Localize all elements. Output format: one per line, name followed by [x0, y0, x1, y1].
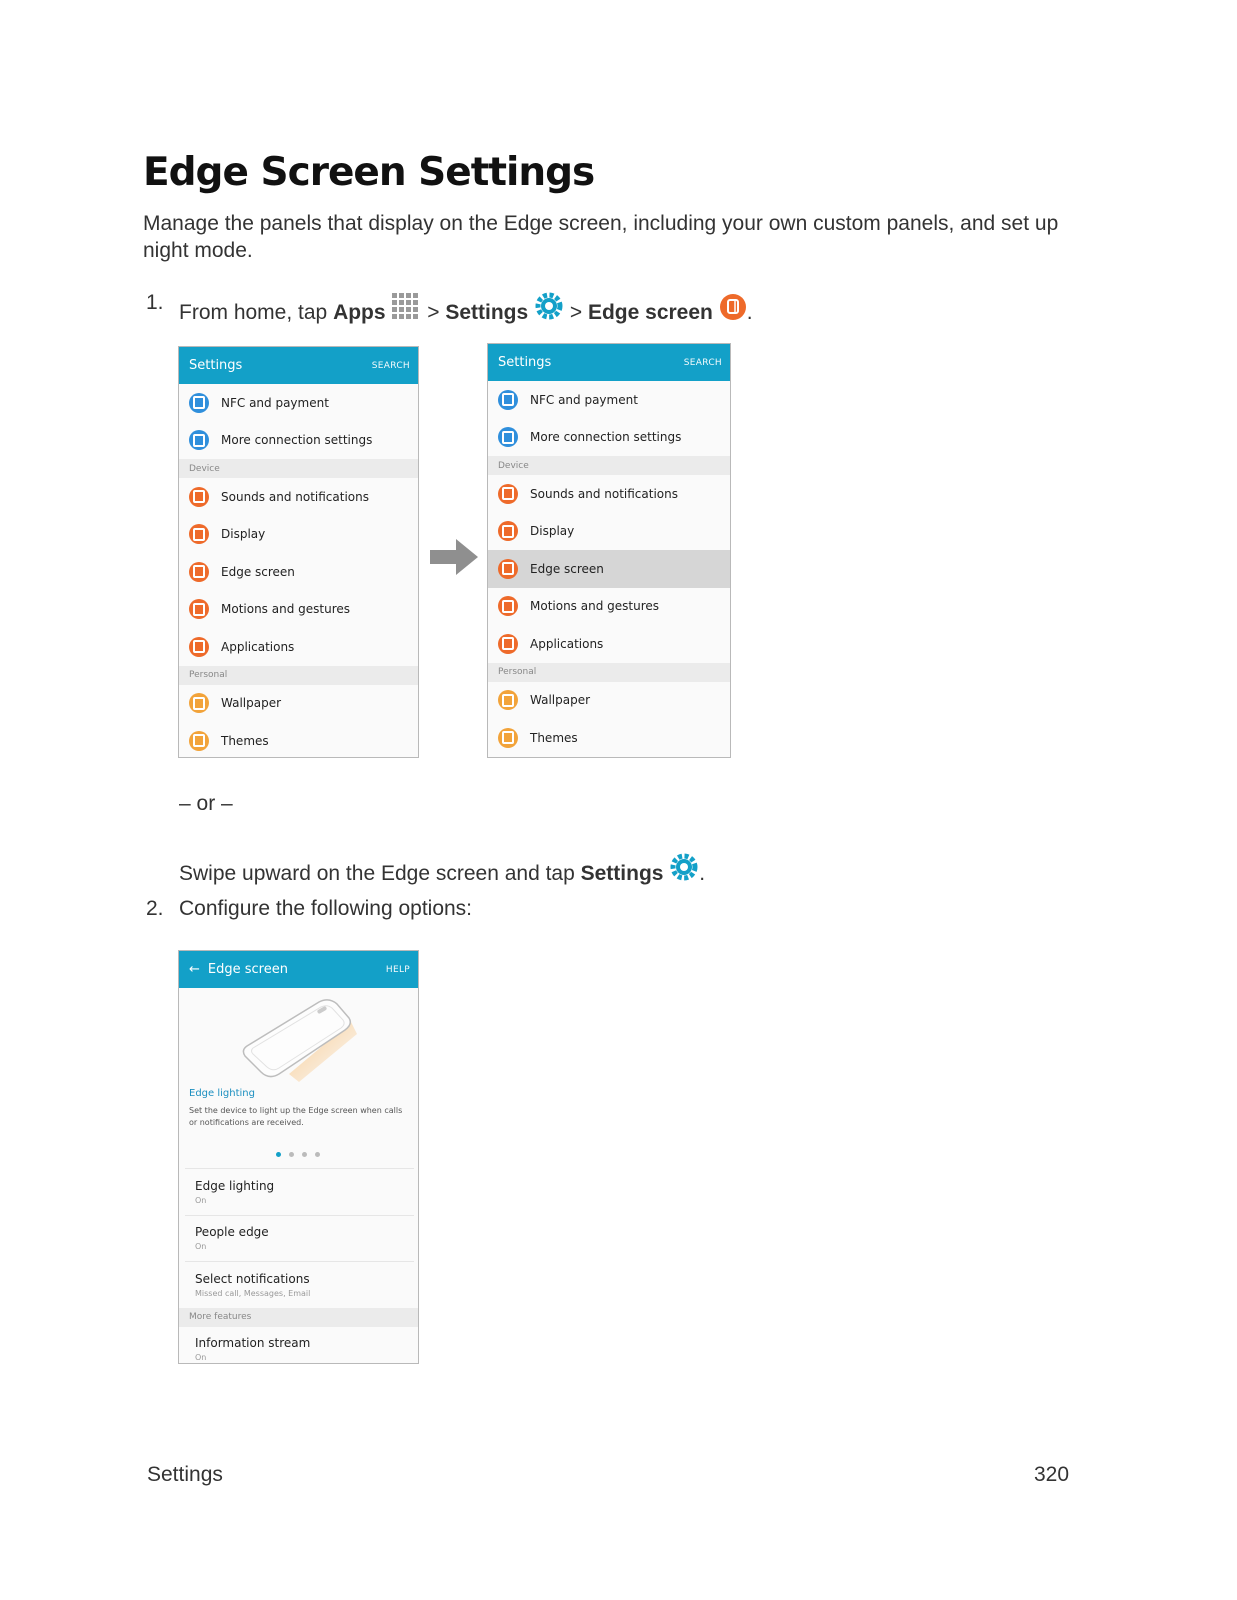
themes-icon — [189, 731, 209, 751]
apps-label: Apps — [333, 301, 386, 324]
settings-item-label: Display — [530, 524, 575, 539]
edge-row-people-edge[interactable] — [185, 1215, 414, 1262]
settings-item-label: Themes — [530, 730, 578, 745]
settings-item-themes[interactable] — [488, 719, 730, 757]
edge-row-select-notifications[interactable] — [185, 1261, 414, 1308]
settings-item-sounds[interactable] — [179, 478, 418, 516]
speaker-icon — [498, 484, 518, 504]
settings-screen-after — [487, 343, 731, 758]
edge-app-title-wrap — [189, 962, 288, 977]
settings-item-applications[interactable] — [179, 628, 418, 666]
settings-item-label: Sounds and notifications — [530, 486, 678, 501]
settings-item-label: Motions and gestures — [530, 599, 660, 614]
edge-row-subtitle: On — [195, 1353, 207, 1363]
edge-row-title: Select notifications — [195, 1271, 310, 1286]
settings-item-sounds[interactable] — [488, 475, 730, 513]
edge-app-bar — [179, 951, 418, 988]
apps-grid-icon — [391, 293, 421, 327]
settings-app-title: Settings — [189, 358, 243, 373]
step-number: 2. — [146, 897, 164, 920]
step-2-text: Configure the following options: — [179, 897, 473, 920]
antenna-icon — [189, 430, 209, 450]
settings-item-wallpaper[interactable] — [488, 682, 730, 720]
nfc-icon — [498, 390, 518, 410]
settings-item-themes[interactable] — [179, 722, 418, 758]
settings-item-label: Edge screen — [530, 561, 604, 576]
settings-item-more-connection[interactable] — [179, 422, 418, 460]
section-header-device: Device — [488, 456, 730, 475]
settings-app-bar — [488, 344, 730, 381]
footer-page-number: 320 — [1034, 1463, 1070, 1486]
back-arrow-icon[interactable]: ← — [189, 962, 200, 977]
page-dot — [302, 1152, 307, 1157]
settings-gear-icon — [669, 852, 699, 888]
help-button[interactable]: HELP — [385, 964, 410, 975]
display-icon — [189, 524, 209, 544]
step-1-pre: From home, tap — [179, 301, 334, 324]
phone-illustration-icon — [239, 994, 359, 1089]
settings-item-label: Wallpaper — [530, 693, 591, 708]
settings-item-display[interactable] — [488, 513, 730, 551]
wallpaper-icon — [498, 690, 518, 710]
display-icon — [498, 521, 518, 541]
settings-gear-icon — [534, 291, 564, 327]
settings-label: Settings — [445, 301, 529, 324]
edge-row-title: People edge — [195, 1225, 269, 1240]
settings-item-label: Motions and gestures — [221, 602, 351, 617]
search-button[interactable]: SEARCH — [683, 357, 722, 368]
settings-label: Settings — [580, 862, 664, 885]
swipe-pre: Swipe upward on the Edge screen and tap — [179, 862, 581, 885]
illustration-caption-text: Set the device to light up the Edge screen when calls or notifications are received. — [189, 1106, 403, 1127]
step-1-end: . — [746, 301, 753, 324]
settings-item-nfc[interactable] — [488, 381, 730, 419]
settings-item-motions[interactable] — [488, 588, 730, 626]
settings-item-edge-screen[interactable] — [179, 553, 418, 591]
settings-item-label: Display — [221, 527, 266, 542]
page-dot-active — [276, 1152, 281, 1157]
applications-icon — [498, 634, 518, 654]
speaker-icon — [189, 487, 209, 507]
or-separator: – or – — [179, 792, 233, 815]
section-header-more-features: More features — [179, 1308, 418, 1327]
nfc-icon — [189, 393, 209, 413]
edge-screen-icon — [189, 562, 209, 582]
sep-1: > — [421, 301, 446, 324]
edge-row-subtitle: Missed call, Messages, Email — [195, 1288, 311, 1298]
edge-row-subtitle: On — [195, 1242, 207, 1252]
settings-item-edge-screen-selected[interactable] — [488, 550, 730, 588]
settings-item-label: More connection settings — [530, 430, 682, 445]
settings-screen-before — [178, 346, 419, 758]
settings-item-label: Edge screen — [221, 564, 295, 579]
themes-icon — [498, 728, 518, 748]
section-header-personal: Personal — [488, 663, 730, 682]
settings-item-label: Themes — [221, 733, 269, 748]
settings-item-motions[interactable] — [179, 591, 418, 629]
edge-row-edge-lighting[interactable] — [185, 1168, 414, 1215]
page-title: Edge Screen Settings — [143, 150, 595, 195]
settings-item-label: Sounds and notifications — [221, 489, 369, 504]
edge-screen-label: Edge screen — [587, 301, 713, 324]
settings-app-title: Settings — [498, 355, 552, 370]
settings-item-nfc[interactable] — [179, 384, 418, 422]
applications-icon — [189, 637, 209, 657]
edge-row-information-stream[interactable] — [185, 1327, 414, 1365]
section-header-device: Device — [179, 459, 418, 478]
settings-item-label: Applications — [530, 636, 604, 651]
footer-section-name: Settings — [147, 1463, 223, 1486]
settings-item-wallpaper[interactable] — [179, 685, 418, 723]
sep-2: > — [564, 301, 588, 324]
edge-row-title: Information stream — [195, 1336, 311, 1351]
edge-screen-icon — [719, 293, 747, 327]
edge-screen-settings — [178, 950, 419, 1364]
step-1-text — [179, 291, 753, 327]
settings-item-label: Applications — [221, 639, 295, 654]
edge-row-title: Edge lighting — [195, 1178, 275, 1193]
settings-item-label: More connection settings — [221, 433, 373, 448]
search-button[interactable]: SEARCH — [371, 360, 410, 371]
settings-item-label: Wallpaper — [221, 696, 282, 711]
page-indicator — [276, 1152, 320, 1157]
settings-item-display[interactable] — [179, 516, 418, 554]
motions-icon — [498, 596, 518, 616]
section-header-personal: Personal — [179, 666, 418, 685]
wallpaper-icon — [189, 693, 209, 713]
motions-icon — [189, 599, 209, 619]
illustration-caption-title: Edge lighting — [189, 1088, 255, 1099]
step-number: 1. — [146, 291, 164, 314]
swipe-end: . — [699, 862, 706, 885]
settings-item-more-connection[interactable] — [488, 419, 730, 457]
edge-app-title: Edge screen — [207, 962, 288, 977]
settings-item-applications[interactable] — [488, 625, 730, 663]
swipe-instruction — [179, 852, 705, 888]
settings-item-label: NFC and payment — [221, 395, 329, 410]
edge-screen-icon — [498, 559, 518, 579]
page-dot — [315, 1152, 320, 1157]
intro-paragraph: Manage the panels that display on the Edge screen, including your own custom panels, and set up night mode. — [143, 212, 1059, 262]
settings-item-label: NFC and payment — [530, 392, 638, 407]
right-arrow-icon — [430, 537, 480, 582]
edge-lighting-illustration[interactable] — [179, 988, 418, 1168]
settings-app-bar — [179, 347, 418, 384]
page-dot — [289, 1152, 294, 1157]
edge-row-subtitle: On — [195, 1195, 207, 1205]
antenna-icon — [498, 427, 518, 447]
